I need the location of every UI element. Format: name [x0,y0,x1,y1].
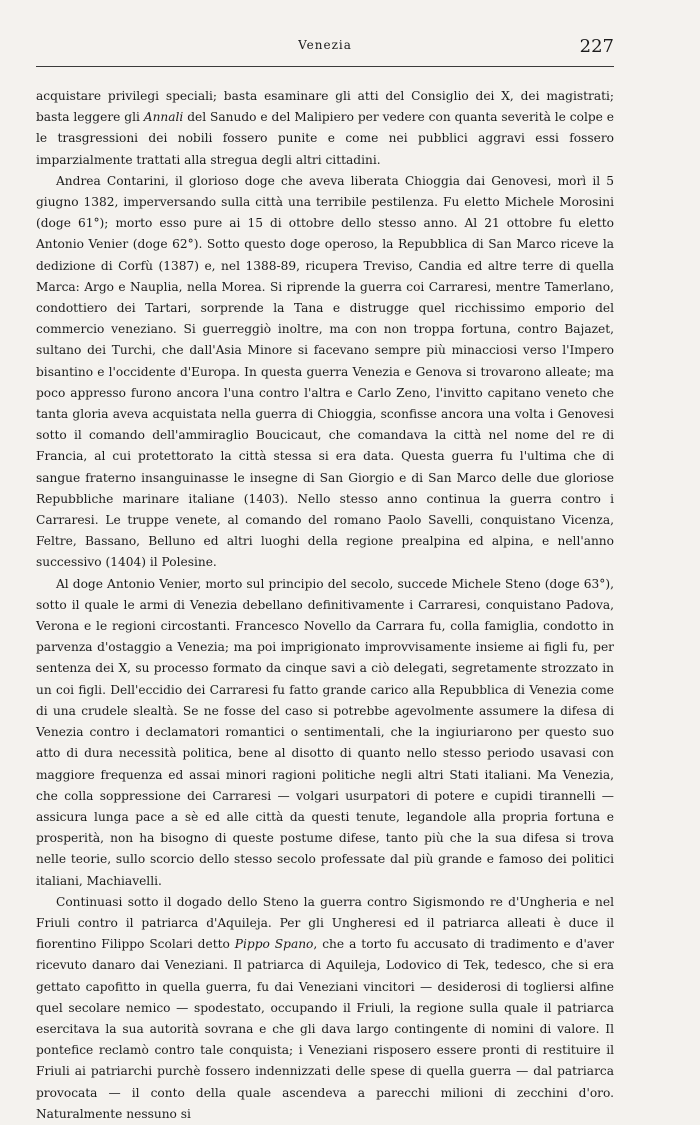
paragraph-4 [36,892,614,1125]
page-number: 227 [579,36,614,57]
text-span: del Sanudo e del Malipiero per vedere con quanta severità le colpe e le trasgressioni dei nobili fossero punite e come nei pubblici aggravi essi fossero imparzialmente trattati alla stregua degli altri cittadini. [36,110,614,167]
text-span: , che a torto fu accusato di tradimento e d'aver ricevuto danaro dai Veneziani. Il patriarca di Aquileja, Lodovico di Tek, tedesco, che si era gettato capofitto in quella guerra, fu dai Veneziani vincitori — desiderosi di togliersi alfine quel secolare nemico — spodestato, occupando il Friuli, la regione sulla quale il patriarca esercitava la sua autorità sovrana e che gli dava largo contingente di nomini di valore. Il pontefice reclamò contro tale conquista; i Veneziani risposero essere pronti di restituire il Friuli ai patriarchi purchè fossero indennizzati delle spese di quella guerra — dal patriarca provocata — il conto della quale ascendeva a parecchi milioni di zecchini d'oro. Naturalmente nessuno si [36,937,614,1121]
paragraph-1 [36,86,614,171]
text-span: Continuasi sotto il dogado dello Steno la guerra contro Sigismondo re d'Ungheria e nel Friuli contro il patriarca d'Aquileja. Per gli Ungheresi ed il patriarca alleati è duce il fiorentino Filippo Scolari detto [36,894,614,952]
running-head [36,36,614,67]
paragraph-2 [36,171,614,574]
text-span: Al doge Antonio Venier, morto sul principio del secolo, succede Michele Steno (doge 63°), sotto il quale le armi di Venezia debellano definitivamente i Carraresi, conquistano Padova, Verona e le regioni circostanti. Francesco Novello da Carrara fu, colla famiglia, condotto in parvenza d'ostaggio a Venezia; ma poi imprigionato improvvisamente insieme ai figli fu, per sentenza dei X, su processo formato da cinque savi a ciò delegati, segretamente strozzato in un coi figli. Dell'eccidio dei Carraresi fu fatto grande carico alla Repubblica di Venezia come di una crudele slealtà. Se ne fosse del caso si potrebbe agevolmente assumere la difesa di Venezia contro i declamatori romantici o sentimentali, che la ingiuriarono per questo suo atto di dura necessità politica, bene al disotto di quanto nello stesso periodo usavasi con maggiore frequenza ed assai minori ragioni politiche negli altri Stati italiani. Ma Venezia, che colla soppressione dei Carraresi — volgari usurpatori di potere e cupidi tirannelli — assicura lunga pace a sè ed alle città da questi tenute, legandole alla propria fortuna e prosperità, non ha bisogno di queste postume difese, tanto più che la sua difesa si trova nelle teorie, sullo scorcio dello stesso secolo professate dal più grande e famoso dei politici italiani, Machiavelli. [36,576,614,888]
paragraph-3 [36,574,614,892]
text-span: acquistare privilegi speciali; basta esaminare gli atti del Consiglio dei X, dei magistrati; basta leggere gli [36,89,614,125]
running-title: Venezia [298,38,352,52]
text-span: Andrea Contarini, il glorioso doge che aveva liberata Chioggia dai Genovesi, morì il 5 giugno 1382, imperversando sulla città una terribile pestilenza. Fu eletto Michele Morosini (doge 61°); morto esso pure ai 15 di ottobre dello stesso anno. Al 21 ottobre fu eletto Antonio Venier (doge 62°). Sotto questo doge operoso, la Repubblica di San Marco riceve la dedizione di Corfù (1387) e, nel 1388-89, ricupera Treviso, Candia ed altre terre di quella Marca: Argo e Nauplia, nella Morea. Si riprende la guerra coi Carraresi, mentre Tamerlano, condottiero dei Tartari, sorprende la Tana e distrugge quel ricchissimo emporio del commercio veneziano. Si guerreggiò inoltre, ma con non troppa fortuna, contro Bajazet, sultano dei Turchi, che dall'Asia Minore si facevano sempre più minacciosi verso l'Impero bisantino e l'occidente d'Europa. In questa guerra Venezia e Genova si trovarono alleate; ma poco appresso furono ancora l'una contro l'altra e Carlo Zeno, l'invitto capitano veneto che tanta gloria aveva acquistata nella guerra di Chioggia, sconfisse ancora una volta i Genovesi sotto il comando dell'ammiraglio Boucicaut, che comandava la città nel nome del re di Francia, al cui protettorato la città stessa si era data. Questa guerra fu l'ultima che di sangue fraterno insanguinasse le insegne di San Giorgio e di San Marco delle due gloriose Repubbliche marinare italiane (1403). Nello stesso anno continua la guerra contro i Carraresi. Le truppe venete, al comando del romano Paolo Savelli, conquistano Vicenza, Feltre, Bassano, Belluno ed altri luoghi della regione prealpina ed alpina, e nell'anno successivo (1404) il Polesine. [36,173,614,570]
text-body [36,86,614,1125]
italic-title-annali: Annali [143,110,184,125]
italic-name-pippo-spano: Pippo Spano [234,937,314,952]
